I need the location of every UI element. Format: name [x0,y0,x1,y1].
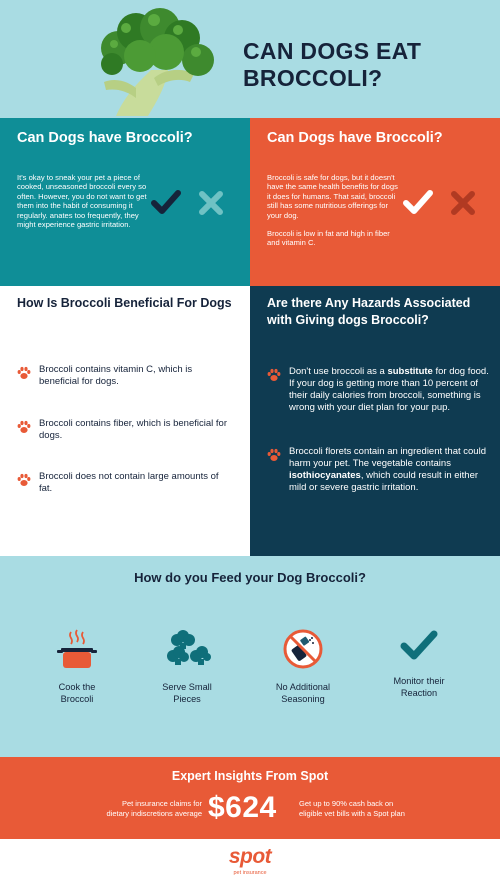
question-right-title: Can Dogs have Broccoli? [267,130,443,146]
no-seasoning-icon [282,628,324,670]
feed-title: How do you Feed your Dog Broccoli? [134,570,366,585]
benefits-panel [0,286,250,556]
benefit-item: Broccoli contains vitamin C, which is beneficial for dogs. [17,364,242,388]
paw-icon [17,366,31,380]
insights-amount: $624 [208,791,277,824]
paw-icon [267,448,281,462]
step-label: Cook the Broccoli [58,682,96,704]
hazards-title: Are there Any Hazards Associated with Giving dogs Broccoli? [267,296,471,327]
paw-icon [17,420,31,434]
spot-logo[interactable]: spot [228,845,272,868]
step-label: Serve Small Pieces [162,682,212,704]
benefits-hazards-row [0,286,500,556]
checkmark-icon [398,628,440,664]
paw-icon [17,473,31,487]
step-seasoning [253,628,353,705]
question-right-text: Broccoli is safe for dogs, but it doesn't have the same health benefits for dogs it does for humans. That said, broccoli still has some nutritious offerings for your dog. Broccoli is low in fat and high in fiber and vitamin C. [267,173,398,248]
insights-section [0,757,500,839]
step-label: No Additional Seasoning [275,682,331,704]
question-left-panel [0,118,250,286]
benefit-item: Broccoli does not contain large amounts of fat. [17,471,242,495]
broccoli-pieces-icon [163,628,211,670]
benefit-item: Broccoli contains fiber, which is beneficial for dogs. [17,418,242,442]
question-left-title: Can Dogs have Broccoli? [17,130,193,146]
step-monitor [369,628,469,699]
x-icon [454,194,472,212]
check-x-icons [150,188,230,218]
check-icon [406,193,430,211]
x-icon [202,194,220,212]
question-right-panel [250,118,500,286]
insights-right-text: Get up to 90% cash back on eligible vet bills with a Spot plan [299,799,405,818]
question-row [0,118,500,286]
hazard-item: Don't use broccoli as a substitute for dog food. If your dog is getting more than 10 percent of their daily calories from broccoli, something is wrong with your diet plan for your pup. [267,366,492,414]
broccoli-illustration-icon [96,8,221,116]
insights-left-text: Pet insurance claims for dietary indiscretions average [106,799,202,818]
hazard-item: Broccoli florets contain an ingredient that could harm your pet. The vegetable contains isothiocyanates, which could result in either mild or severe gastric irritation. [267,446,492,494]
step-serve [137,628,237,705]
main-title: CAN DOGS EAT BROCCOLI? [243,38,422,91]
footer [0,839,500,889]
cooking-pot-icon [55,628,99,670]
feed-section [0,556,500,757]
insights-title: Expert Insights From Spot [171,769,329,783]
check-x-icons-right [402,188,482,218]
benefits-title: How Is Broccoli Beneficial For Dogs [17,296,232,310]
logo-tagline: pet insurance [233,870,267,876]
check-icon [154,193,178,211]
paw-icon [267,368,281,382]
step-label: Monitor their Reaction [393,676,445,698]
hazards-panel [250,286,500,556]
header-section [0,0,500,118]
question-left-text: It's okay to sneak your pet a piece of cooked, unseasoned broccoli every so often. However, you do not want to get them into the habit of consuming it regularly. anates too frequently, they might experience gastric irritation. [17,173,147,230]
step-cook [27,628,127,705]
